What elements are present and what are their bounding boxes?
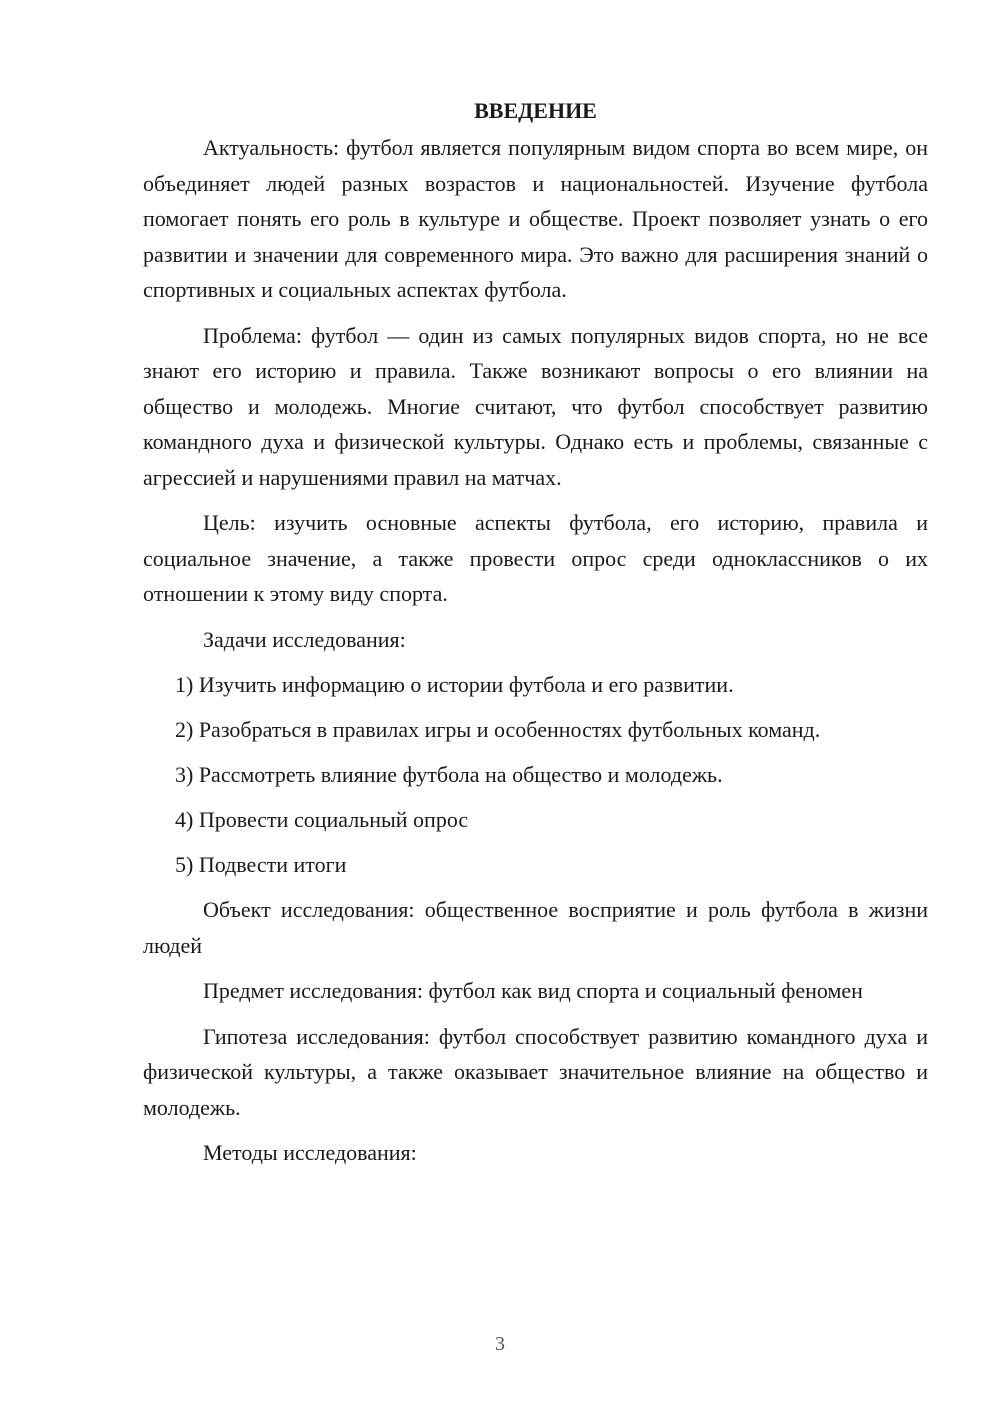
- hypothesis-paragraph: Гипотеза исследования: футбол способствует развитию командного духа и физической культуры, а также оказывает значительное влияние на общество и молодежь.: [143, 1023, 928, 1120]
- list-item: 3) Рассмотреть влияние футбола на общество и молодежь.: [175, 762, 723, 787]
- object-paragraph: Объект исследования: общественное восприятие и роль футбола в жизни людей: [143, 897, 928, 958]
- document-page: [143, 93, 928, 1181]
- page-number: 3: [495, 1333, 505, 1355]
- list-item: 2) Разобраться в правилах игры и особенностях футбольных команд.: [175, 717, 821, 742]
- tasks-heading: Задачи исследования:: [203, 626, 406, 652]
- list-item: 4) Провести социальный опрос: [175, 807, 469, 832]
- goal-paragraph: Цель: изучить основные аспекты футбола, его историю, правила и социальное значение, а также провести опрос среди одноклассников о их отношении к этому виду спорта.: [143, 510, 928, 606]
- page-title: ВВЕДЕНИЕ: [474, 98, 597, 123]
- list-item: 1) Изучить информацию о истории футбола и его развитии.: [175, 672, 734, 697]
- subject-paragraph: Предмет исследования: футбол как вид спорта и социальный феномен: [203, 978, 863, 1003]
- problem-paragraph: Проблема: футбол — один из самых популярных видов спорта, но не все знают его историю и правила. Также возникают вопросы о его влиянии на общество и молодежь. Многие считают, что футбол способствует развитию командного духа и физической культуры. Однако есть и проблемы, связанные с агрессией и нарушениями правил на матчах.: [143, 322, 928, 490]
- methods-heading: Методы исследования:: [203, 1140, 417, 1165]
- list-item: 5) Подвести итоги: [175, 852, 347, 877]
- relevance-paragraph: Актуальность: футбол является популярным видом спорта во всем мире, он объединяет людей разных возрастов и национальностей. Изучение футбола помогает понять его роль в культуре и обществе. Проект позволяет узнать о его развитии и значении для современного мира. Это важно для расширения знаний о спортивных и социальных аспектах футбола.: [143, 135, 928, 302]
- tasks-list: [143, 667, 928, 883]
